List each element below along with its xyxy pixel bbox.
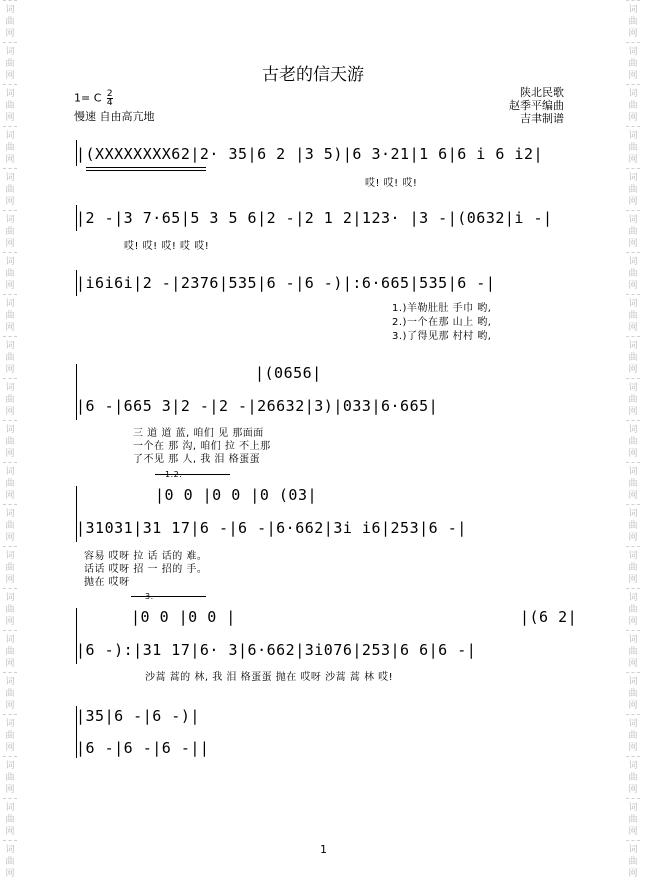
watermark-char: 网 xyxy=(628,407,638,417)
watermark-glyph-group xyxy=(626,840,640,882)
watermark-char: 曲 xyxy=(628,437,638,447)
watermark-char: 词 xyxy=(5,593,15,603)
watermark-char: 网 xyxy=(5,533,15,543)
watermark-char: 词 xyxy=(628,635,638,645)
watermark-glyph-group xyxy=(3,672,17,714)
lyrics-row-3-verse-1: 1.)羊勒肚肚 手巾 哟, xyxy=(392,303,492,314)
watermark-char: 网 xyxy=(628,743,638,753)
watermark-char: 词 xyxy=(5,5,15,15)
watermark-char: 曲 xyxy=(5,311,15,321)
watermark-left xyxy=(3,0,17,891)
watermark-char: 网 xyxy=(628,281,638,291)
lyrics-row-1: 哎! 哎! 哎! xyxy=(365,178,418,189)
credit-arranger: 赵季平编曲 xyxy=(509,99,564,112)
watermark-char: 词 xyxy=(5,47,15,57)
watermark-char: 网 xyxy=(5,617,15,627)
lyrics-row-5-verse-3: 抛在 哎呀 xyxy=(84,577,130,588)
lyrics-row-3-verse-2: 2.)一个在那 山上 哟, xyxy=(392,317,492,328)
watermark-char: 词 xyxy=(628,467,638,477)
watermark-char: 网 xyxy=(628,617,638,627)
watermark-char: 网 xyxy=(628,491,638,501)
watermark-char: 词 xyxy=(5,173,15,183)
score-row-4-upper: |(0656| xyxy=(255,364,322,382)
watermark-char: 词 xyxy=(628,89,638,99)
watermark-char: 网 xyxy=(5,29,15,39)
watermark-char: 词 xyxy=(628,761,638,771)
watermark-char: 曲 xyxy=(5,17,15,27)
watermark-glyph-group xyxy=(3,294,17,336)
watermark-char: 网 xyxy=(628,323,638,333)
watermark-char: 词 xyxy=(628,551,638,561)
watermark-glyph-group xyxy=(626,0,640,42)
watermark-glyph-group xyxy=(3,504,17,546)
watermark-char: 曲 xyxy=(628,17,638,27)
watermark-char: 网 xyxy=(628,533,638,543)
watermark-char: 曲 xyxy=(5,227,15,237)
watermark-glyph-group xyxy=(3,42,17,84)
watermark-glyph-group xyxy=(626,336,640,378)
watermark-char: 词 xyxy=(628,677,638,687)
watermark-char: 网 xyxy=(5,743,15,753)
lyrics-row-6: 沙蒿 蒿的 林, 我 泪 格蛋蛋 抛在 哎呀 沙蒿 蒿 林 哎! xyxy=(145,672,394,683)
watermark-char: 词 xyxy=(628,593,638,603)
watermark-glyph-group xyxy=(3,336,17,378)
watermark-glyph-group xyxy=(3,126,17,168)
watermark-glyph-group xyxy=(3,630,17,672)
tempo-marking: 慢速 自由高亢地 xyxy=(74,110,155,123)
score-row-6-upper-right: |(6 2| xyxy=(520,608,578,626)
watermark-char: 网 xyxy=(5,575,15,585)
watermark-glyph-group xyxy=(626,378,640,420)
score-row-4: |6 -|665 3|2 -|2 -|26632|3)|033|6·665| xyxy=(76,397,439,415)
watermark-char: 网 xyxy=(5,71,15,81)
watermark-char: 曲 xyxy=(628,59,638,69)
page-title: 古老的信天游 xyxy=(262,65,364,85)
watermark-char: 曲 xyxy=(628,479,638,489)
watermark-char: 网 xyxy=(628,29,638,39)
watermark-char: 曲 xyxy=(628,563,638,573)
watermark-char: 曲 xyxy=(5,59,15,69)
watermark-glyph-group xyxy=(3,378,17,420)
watermark-char: 网 xyxy=(5,827,15,837)
watermark-glyph-group xyxy=(626,756,640,798)
watermark-char: 曲 xyxy=(628,395,638,405)
watermark-glyph-group xyxy=(3,420,17,462)
credit-engraver: 吉聿制谱 xyxy=(520,112,564,125)
watermark-char: 词 xyxy=(5,131,15,141)
watermark-char: 曲 xyxy=(628,689,638,699)
score-row-6: |6 -):|31 17|6· 3|6·662|3i076|253|6 6|6 -| xyxy=(76,641,477,659)
watermark-char: 网 xyxy=(628,575,638,585)
watermark-char: 网 xyxy=(628,449,638,459)
watermark-glyph-group xyxy=(626,630,640,672)
watermark-glyph-group xyxy=(626,462,640,504)
watermark-char: 网 xyxy=(628,869,638,879)
watermark-char: 网 xyxy=(5,281,15,291)
score-row-6-upper: |0 0 |0 0 | xyxy=(131,608,236,626)
watermark-char: 曲 xyxy=(628,815,638,825)
watermark-glyph-group xyxy=(3,462,17,504)
watermark-char: 网 xyxy=(628,701,638,711)
watermark-glyph-group xyxy=(626,252,640,294)
watermark-char: 网 xyxy=(5,491,15,501)
volta-bracket xyxy=(155,474,230,475)
watermark-right xyxy=(626,0,640,891)
watermark-glyph-group xyxy=(626,42,640,84)
watermark-char: 词 xyxy=(5,845,15,855)
score-row-3: |i6i6i|2 -|2376|535|6 -|6 -)|:6·665|535|6 -| xyxy=(76,274,496,292)
watermark-char: 词 xyxy=(628,845,638,855)
lyrics-row-5-verse-2: 话话 哎呀 招 一 招的 手。 xyxy=(84,564,208,575)
key-signature: 1= C $\frac{2}{4}$ xyxy=(74,89,113,108)
watermark-char: 曲 xyxy=(5,437,15,447)
watermark-char: 曲 xyxy=(628,857,638,867)
watermark-char: 网 xyxy=(5,323,15,333)
watermark-char: 词 xyxy=(5,257,15,267)
watermark-char: 网 xyxy=(5,365,15,375)
watermark-char: 词 xyxy=(5,677,15,687)
watermark-glyph-group xyxy=(3,546,17,588)
watermark-char: 网 xyxy=(628,197,638,207)
watermark-glyph-group xyxy=(3,210,17,252)
watermark-char: 网 xyxy=(5,239,15,249)
watermark-char: 词 xyxy=(628,425,638,435)
watermark-char: 词 xyxy=(628,341,638,351)
watermark-char: 网 xyxy=(5,449,15,459)
watermark-char: 网 xyxy=(5,407,15,417)
watermark-char: 曲 xyxy=(5,689,15,699)
watermark-char: 词 xyxy=(5,635,15,645)
watermark-char: 曲 xyxy=(5,731,15,741)
watermark-glyph-group xyxy=(3,756,17,798)
page-number: 1 xyxy=(320,843,327,856)
watermark-char: 曲 xyxy=(5,185,15,195)
watermark-glyph-group xyxy=(626,546,640,588)
watermark-glyph-group xyxy=(626,798,640,840)
watermark-glyph-group xyxy=(3,840,17,882)
watermark-char: 词 xyxy=(5,383,15,393)
watermark-char: 曲 xyxy=(5,563,15,573)
watermark-char: 曲 xyxy=(628,731,638,741)
watermark-char: 词 xyxy=(628,47,638,57)
watermark-glyph-group xyxy=(626,168,640,210)
watermark-char: 网 xyxy=(5,659,15,669)
score-row-2: |2 -|3 7·65|5 3 5 6|2 -|2 1 2|123· |3 -|(0632|i -| xyxy=(76,209,553,227)
watermark-char: 网 xyxy=(5,113,15,123)
watermark-glyph-group xyxy=(3,168,17,210)
watermark-char: 网 xyxy=(5,155,15,165)
watermark-glyph-group xyxy=(626,714,640,756)
watermark-char: 曲 xyxy=(628,605,638,615)
underline xyxy=(86,167,206,168)
watermark-char: 词 xyxy=(628,803,638,813)
volta-bracket xyxy=(131,596,206,597)
watermark-char: 词 xyxy=(5,551,15,561)
score-row-7: |6 -|6 -|6 -|| xyxy=(76,739,210,757)
watermark-char: 词 xyxy=(5,341,15,351)
score-row-1: |(XXXXXXXX62|2· 35|6 2 |3 5)|6 3·21|1 6|6 i 6 i2| xyxy=(76,145,544,163)
watermark-glyph-group xyxy=(3,798,17,840)
watermark-char: 网 xyxy=(628,785,638,795)
watermark-char: 词 xyxy=(628,719,638,729)
watermark-char: 曲 xyxy=(5,395,15,405)
watermark-char: 网 xyxy=(628,71,638,81)
watermark-char: 网 xyxy=(5,785,15,795)
watermark-char: 词 xyxy=(5,509,15,519)
watermark-glyph-group xyxy=(626,588,640,630)
watermark-char: 曲 xyxy=(628,311,638,321)
watermark-char: 网 xyxy=(5,701,15,711)
time-signature: $\frac{2}{4}$ xyxy=(106,89,113,108)
watermark-char: 词 xyxy=(5,719,15,729)
watermark-char: 曲 xyxy=(5,647,15,657)
watermark-glyph-group xyxy=(626,420,640,462)
watermark-char: 曲 xyxy=(628,143,638,153)
watermark-glyph-group xyxy=(3,0,17,42)
watermark-glyph-group xyxy=(3,84,17,126)
watermark-char: 网 xyxy=(628,659,638,669)
score-row-7-upper: |35|6 -|6 -)| xyxy=(76,707,200,725)
watermark-char: 网 xyxy=(628,239,638,249)
watermark-glyph-group xyxy=(626,294,640,336)
watermark-char: 曲 xyxy=(5,143,15,153)
watermark-char: 词 xyxy=(5,215,15,225)
watermark-glyph-group xyxy=(626,126,640,168)
watermark-char: 曲 xyxy=(5,101,15,111)
watermark-char: 网 xyxy=(628,365,638,375)
watermark-char: 曲 xyxy=(5,773,15,783)
lyrics-row-3-verse-3: 3.)了得见那 村村 哟, xyxy=(392,331,492,342)
lyrics-row-5-verse-1: 容易 哎呀 拉 话 话的 难。 xyxy=(84,551,208,562)
watermark-char: 网 xyxy=(5,197,15,207)
underline xyxy=(86,170,206,171)
watermark-glyph-group xyxy=(3,714,17,756)
watermark-char: 网 xyxy=(628,113,638,123)
watermark-char: 词 xyxy=(628,383,638,393)
watermark-char: 网 xyxy=(5,869,15,879)
lyrics-row-4-verse-3: 了不见 那 人, 我 泪 格蛋蛋 xyxy=(133,454,261,465)
watermark-char: 曲 xyxy=(5,479,15,489)
score-row-5: |31031|31 17|6 -|6 -|6·662|3i i6|253|6 -| xyxy=(76,519,467,537)
watermark-glyph-group xyxy=(626,504,640,546)
watermark-char: 词 xyxy=(628,215,638,225)
watermark-char: 曲 xyxy=(5,521,15,531)
watermark-char: 曲 xyxy=(628,185,638,195)
watermark-char: 曲 xyxy=(628,269,638,279)
watermark-char: 词 xyxy=(628,173,638,183)
watermark-glyph-group xyxy=(626,672,640,714)
watermark-char: 曲 xyxy=(628,647,638,657)
watermark-char: 曲 xyxy=(5,605,15,615)
watermark-glyph-group xyxy=(3,252,17,294)
watermark-char: 词 xyxy=(5,803,15,813)
watermark-char: 词 xyxy=(628,299,638,309)
watermark-char: 曲 xyxy=(628,101,638,111)
watermark-char: 曲 xyxy=(628,773,638,783)
watermark-char: 词 xyxy=(5,299,15,309)
credit-origin: 陕北民歌 xyxy=(520,86,564,99)
watermark-glyph-group xyxy=(3,588,17,630)
watermark-char: 词 xyxy=(628,131,638,141)
watermark-char: 词 xyxy=(628,509,638,519)
watermark-char: 网 xyxy=(628,155,638,165)
watermark-char: 词 xyxy=(5,89,15,99)
watermark-char: 曲 xyxy=(5,815,15,825)
watermark-char: 词 xyxy=(628,5,638,15)
watermark-char: 词 xyxy=(5,761,15,771)
watermark-char: 曲 xyxy=(5,353,15,363)
watermark-glyph-group xyxy=(626,210,640,252)
lyrics-row-2: 哎! 哎! 哎! 哎 哎! xyxy=(124,241,210,252)
watermark-char: 曲 xyxy=(628,353,638,363)
score-row-5-upper: |0 0 |0 0 |0 (03| xyxy=(155,486,318,504)
watermark-char: 词 xyxy=(628,257,638,267)
lyrics-row-4-verse-2: 一个在 那 沟, 咱们 拉 不上那 xyxy=(133,441,271,452)
watermark-char: 曲 xyxy=(628,227,638,237)
watermark-glyph-group xyxy=(626,84,640,126)
watermark-char: 曲 xyxy=(5,857,15,867)
watermark-char: 词 xyxy=(5,467,15,477)
watermark-char: 网 xyxy=(628,827,638,837)
watermark-char: 词 xyxy=(5,425,15,435)
lyrics-row-4-verse-1: 三 道 道 蓝, 咱们 见 那面面 xyxy=(133,428,264,439)
watermark-char: 曲 xyxy=(628,521,638,531)
watermark-char: 曲 xyxy=(5,269,15,279)
